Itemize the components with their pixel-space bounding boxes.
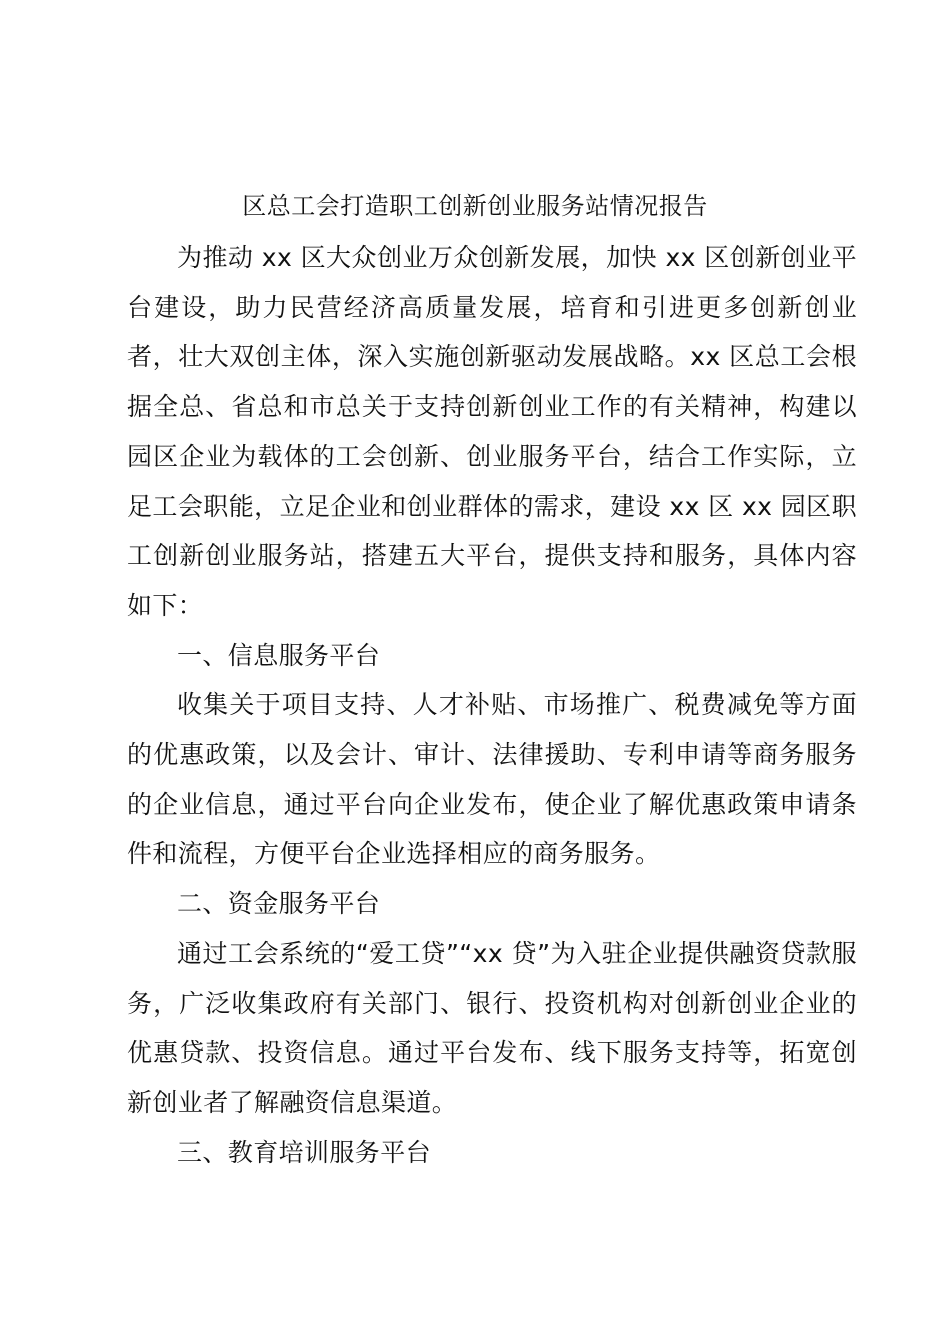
section-heading-funding: 二、资金服务平台 bbox=[177, 889, 381, 919]
document-title: 区总工会打造职工创新创业服务站情况报告 bbox=[242, 192, 708, 220]
section-heading-training: 三、教育培训服务平台 bbox=[177, 1137, 432, 1167]
paragraph-intro: 为推动 xx 区大众创业万众创新发展，加快 xx 区创新创业平台建设，助力民营经济高质量发展，培育和引进更多创新创业者，壮大双创主体，深入实施创新驱动发展战略。xx 区总工会根据全总、省总和市总关于支持创新创业工作的有关精神，构建以园区企业为载体的工会创新、创业服务平台，结合工作实际，立足工会职能，立足企业和创业群体的需求，建设 xx 区 xx 园区职工创新创业服务站，搭建五大平台，提供支持和服务，具体内容如下： bbox=[127, 243, 857, 620]
paragraph-information: 收集关于项目支持、人才补贴、市场推广、税费减免等方面的优惠政策，以及会计、审计、法律援助、专利申请等商务服务的企业信息，通过平台向企业发布，使企业了解优惠政策申请条件和流程，方便平台企业选择相应的商务服务。 bbox=[127, 690, 857, 869]
paragraph-funding: 通过工会系统的“爱工贷”“xx 贷”为入驻企业提供融资贷款服务，广泛收集政府有关部门、银行、投资机构对创新创业企业的优惠贷款、投资信息。通过平台发布、线下服务支持等，拓宽创新创业者了解融资信息渠道。 bbox=[127, 938, 857, 1117]
document-body bbox=[127, 233, 857, 1177]
section-heading-information: 一、信息服务平台 bbox=[177, 640, 381, 670]
